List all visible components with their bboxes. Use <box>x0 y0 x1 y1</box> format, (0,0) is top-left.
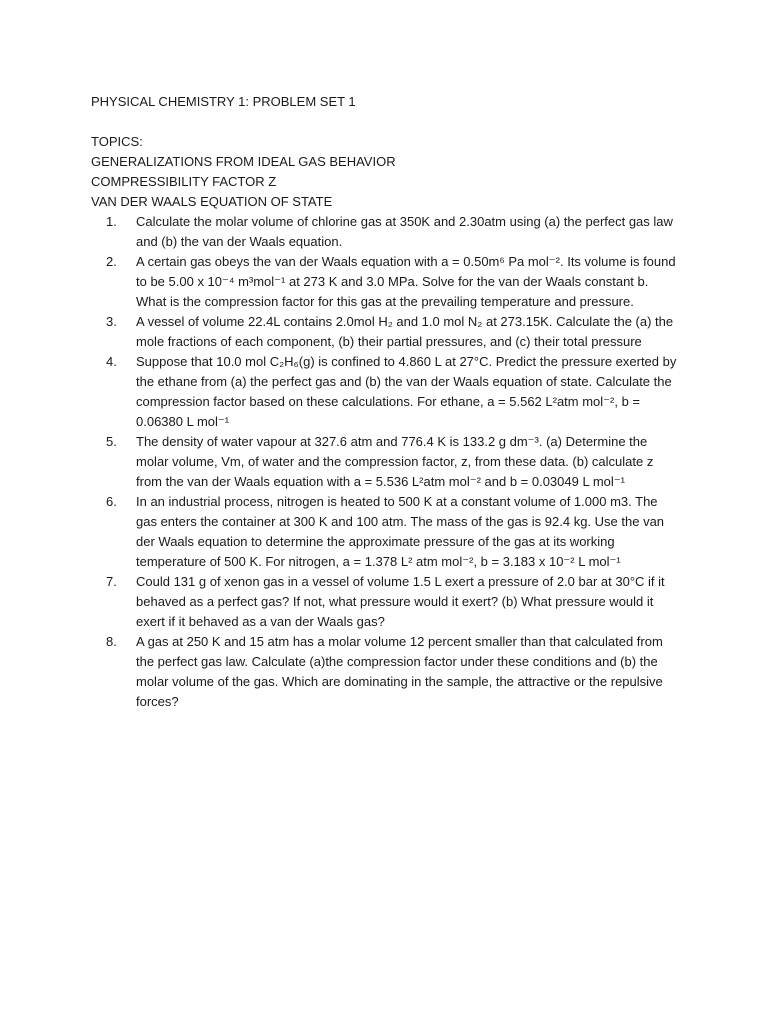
problem-text: Calculate the molar volume of chlorine gas at 350K and 2.30atm using (a) the perfect gas law and (b) the van der Waals equation. <box>136 214 673 249</box>
problem-text: The density of water vapour at 327.6 atm and 776.4 K is 133.2 g dm⁻³. (a) Determine the molar volume, Vm, of water and the compression factor, z, from these data. (b) calculate z from the van der Waals equation with a = 5.536 L²atm mol⁻² and b = 0.03049 L mol⁻¹ <box>136 434 654 489</box>
problem-text: A gas at 250 K and 15 atm has a molar volume 12 percent smaller than that calculated from the perfect gas law. Calculate (a)the compression factor under these conditions and (b) the molar volume of the gas. Which are dominating in the sample, the attractive or the repulsive forces? <box>136 634 663 709</box>
problem-number: 4. <box>106 354 117 369</box>
problem-list <box>91 212 681 712</box>
document-title: PHYSICAL CHEMISTRY 1: PROBLEM SET 1 <box>91 94 356 109</box>
topic-item: VAN DER WAALS EQUATION OF STATE <box>91 194 333 209</box>
problem-number: 1. <box>106 214 117 229</box>
problem-item <box>91 572 681 632</box>
problem-item <box>91 632 681 712</box>
problem-number: 3. <box>106 314 117 329</box>
problem-number: 2. <box>106 254 117 269</box>
problem-item <box>91 212 681 252</box>
problem-item <box>91 252 681 312</box>
problem-text: A certain gas obeys the van der Waals equation with a = 0.50m⁶ Pa mol⁻². Its volume is found to be 5.00 x 10⁻⁴ m³mol⁻¹ at 273 K and 3.0 MPa. Solve for the van der Waals constant b. What is the compression factor for this gas at the prevailing temperature and pressure. <box>136 254 676 309</box>
problem-text: A vessel of volume 22.4L contains 2.0mol H₂ and 1.0 mol N₂ at 273.15K. Calculate the (a) the mole fractions of each component, (b) their partial pressures, and (c) their total pressure <box>136 314 674 349</box>
problem-text: Could 131 g of xenon gas in a vessel of volume 1.5 L exert a pressure of 2.0 bar at 30°C if it behaved as a perfect gas? If not, what pressure would it exert? (b) What pressure would it exert if it behaved as a van der Waals gas? <box>136 574 665 629</box>
problem-item <box>91 352 681 432</box>
document-header <box>91 92 711 212</box>
problem-item <box>91 312 681 352</box>
problem-number: 6. <box>106 494 117 509</box>
problem-text: In an industrial process, nitrogen is heated to 500 K at a constant volume of 1.000 m3. The gas enters the container at 300 K and 100 atm. The mass of the gas is 92.4 kg. Use the van der Waals equation to determine the approximate pressure of the gas at its working temperature of 500 K. For nitrogen, a = 1.378 L² atm mol⁻², b = 3.183 x 10⁻² L mol⁻¹ <box>136 494 665 569</box>
topic-item: GENERALIZATIONS FROM IDEAL GAS BEHAVIOR <box>91 154 396 169</box>
problem-text: Suppose that 10.0 mol C₂H₆(g) is confined to 4.860 L at 27°C. Predict the pressure exerted by the ethane from (a) the perfect gas and (b) the van der Waals equation of state. Calculate the compression factor based on these calculations. For ethane, a = 5.562 L²atm mol⁻², b = 0.06380 L mol⁻¹ <box>136 354 677 429</box>
problem-item <box>91 492 681 572</box>
problem-number: 8. <box>106 634 117 649</box>
problem-number: 7. <box>106 574 117 589</box>
problem-number: 5. <box>106 434 117 449</box>
problem-item <box>91 432 681 492</box>
topic-item: COMPRESSIBILITY FACTOR Z <box>91 174 277 189</box>
topics-label: TOPICS: <box>91 134 143 149</box>
